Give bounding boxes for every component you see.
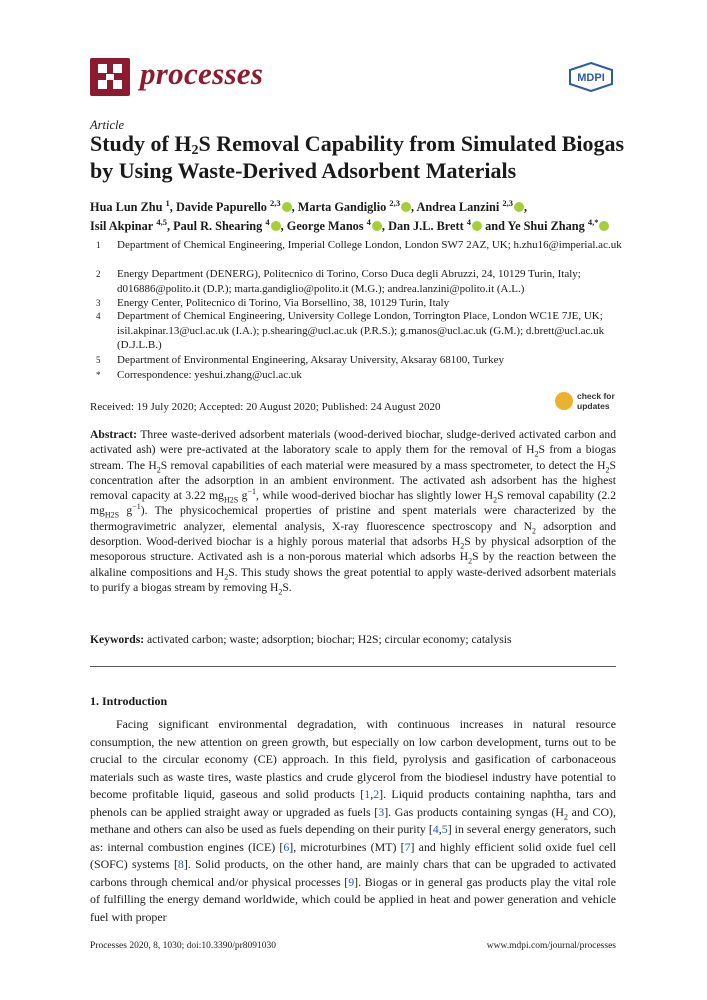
citation-link[interactable]: 5 — [441, 822, 448, 836]
article-type: Article — [90, 118, 125, 132]
footer-url[interactable]: www.mdpi.com/journal/processes — [486, 941, 616, 951]
citation-link[interactable]: 7 — [404, 839, 411, 854]
citation-link[interactable]: 4 — [432, 822, 439, 836]
author-name: Andrea Lanzini — [416, 200, 500, 214]
footer-citation: Processes 2020, 8, 1030; doi:10.3390/pr8091030 — [90, 941, 277, 951]
author-name: George Manos — [286, 219, 364, 233]
orcid-icon[interactable] — [401, 202, 411, 212]
author-name: Hua Lun Zhu — [90, 200, 163, 214]
orcid-icon[interactable] — [472, 221, 482, 231]
mdpi-logo — [568, 62, 614, 92]
citation-link[interactable]: 6 — [283, 839, 290, 854]
mdpi-logo-text: MDPI — [577, 72, 605, 84]
keywords-label: Keywords: — [90, 633, 145, 646]
author-name: Ye Shui Zhang — [507, 219, 585, 233]
citation-link[interactable]: 3 — [378, 804, 385, 819]
section-heading: 1. Introduction — [90, 694, 168, 708]
abstract-label: Abstract: — [90, 428, 138, 441]
affiliation-3: 3 Energy Center, Politecnico di Torino, Via Borsellino, 38, 10129 Turin, Italy — [96, 297, 450, 309]
author-name: Davide Papurello — [175, 200, 267, 214]
author-name: Marta Gandiglio — [297, 200, 387, 214]
check-for-updates-button[interactable]: check for updates — [555, 391, 617, 413]
keywords: Keywords: activated carbon; waste; adsorption; biochar; H2S; circular economy; catalysis — [90, 633, 512, 646]
author-list: Hua Lun Zhu $^1$, Davide Papurello $^{2,3}$ , Marta Gandiglio $^{2,3}$ , Andrea Lanzini $^{2,3}$ , Isil Akpinar $^{4,5}$, Paul R. Shearing $^4$ , George Manos $^4$ , Dan J.L. Brett $^4$ and Ye Shui Zhang $^{4,*}$ — [90, 198, 630, 236]
orcid-icon[interactable] — [282, 202, 292, 212]
citation-link[interactable]: 1 — [364, 787, 371, 801]
page-title: Study of $H_2S$ Removal Capability from Simulated Biogas by Using Waste-Derived Adsorbent Materials — [90, 131, 625, 183]
correspondence: * Correspondence: yeshui.zhang@ucl.ac.uk — [96, 369, 302, 381]
introduction-paragraph: Facing significant environmental degradation, with continuous increases in natural resource consumption, the new attention on green growth, but especially on low carbon development, turns out to be crucial to the circular economy (CE) approach. In this field, pyrolysis and gasification of carbonaceous materials such as waste tires, waste plastics and crude glycerol from the biodiesel industry have potential to become profitable liquid, gaseous and solid products [1,2]. Liquid products containing naphtha, tars and phenols can be applied straight away or upgraded as fuels [3]. Gas products containing syngas ($H_2$ and CO), methane and others can also be used as fuels depending on their purity [4,5] in several energy generators, such as: internal combustion engines (ICE) [6], microturbines (MT) [7] and highly efficient solid oxide fuel cell (SOFC) systems [8]. Solid products, on the other hand, are mainly chars that can be upgraded to activated carbons through chemical and/or physical processes [9]. Biogas or in general gas products play the vital role of fulfilling the energy demand worldwide, which could be applied in heat and power generation and vehicle fuel with proper — [90, 717, 616, 924]
author-name: Dan J.L. Brett — [388, 219, 464, 233]
orcid-icon[interactable] — [372, 221, 382, 231]
publication-dates: Received: 19 July 2020; Accepted: 20 August 2020; Published: 24 August 2020 — [90, 401, 441, 413]
orcid-icon[interactable] — [271, 221, 281, 231]
affiliation-4: 4 Department of Chemical Engineering, University College London, Torrington Place, London WC1E 7JE, UK; isil.akpinar.13@ucl.ac.uk (I.A.); p.shearing@ucl.ac.uk (P.R.S.); g.manos@ucl.ac.uk (G.M.); d.brett@ucl.ac.uk (D.J.L.B.) — [96, 310, 605, 352]
journal-name: processes — [140, 56, 264, 91]
affiliation-5: 5 Department of Environmental Engineering, Aksaray University, Aksaray 68100, Turkey — [96, 354, 504, 366]
author-name: Isil Akpinar — [90, 219, 154, 233]
journal-logo — [90, 58, 130, 96]
citation-link[interactable]: 9 — [348, 874, 355, 889]
author-name: Paul R. Shearing — [173, 219, 263, 233]
check-updates-icon — [555, 392, 573, 410]
citation-link[interactable]: 8 — [177, 857, 184, 871]
divider — [90, 666, 616, 667]
orcid-icon[interactable] — [599, 221, 609, 231]
abstract: Abstract: Three waste-derived adsorbent materials (wood-derived biochar, sludge-derived activated carbon and activated ash) were pre-activated at the laboratory scale to apply them for the removal of $H_2S$ from a biogas stream. The $H_2S$ removal capabilities of each material were measured by a mass spectrometer, to detect the $H_2S$ concentration after the adsorption in an ambient environment. The activated ash adsorbent has the highest removal capacity at 3.22 $mg_{H2S}$ $g^{-1}$, while wood-derived biochar has slightly lower $H_2S$ removal capability (2.2 $mg_{H2S}$ $g^{-1}$). The physicochemical properties of pristine and spent materials were characterized by the thermogravimetric analyzer, elemental analysis, X-ray fluorescence spectroscopy and $N_2$ adsorption and desorption. Wood-derived biochar is a highly porous material that adsorbs $H_2S$ by physical adsorption of the mesoporous structure. Activated ash is a non-porous material which adsorbs $H_2S$ by the reaction between the alkaline compositions and $H_2S$. This study shows the great potential to apply waste-derived adsorbent materials to purify a biogas stream by removing $H_2S$. — [90, 428, 617, 597]
citation-link[interactable]: 2 — [373, 787, 380, 801]
affiliation-1: 1 Department of Chemical Engineering, Imperial College London, London SW7 2AZ, UK; h.zhu16@imperial.ac.uk — [96, 239, 622, 251]
affiliation-2: 2 Energy Department (DENERG), Politecnico di Torino, Corso Duca degli Abruzzi, 24, 10129 Turin, Italy; d016886@polito.it (D.P.); marta.gandiglio@polito.it (M.G.); andrea.lanzini@polito.it (A.L.) — [96, 268, 581, 295]
orcid-icon[interactable] — [514, 202, 524, 212]
